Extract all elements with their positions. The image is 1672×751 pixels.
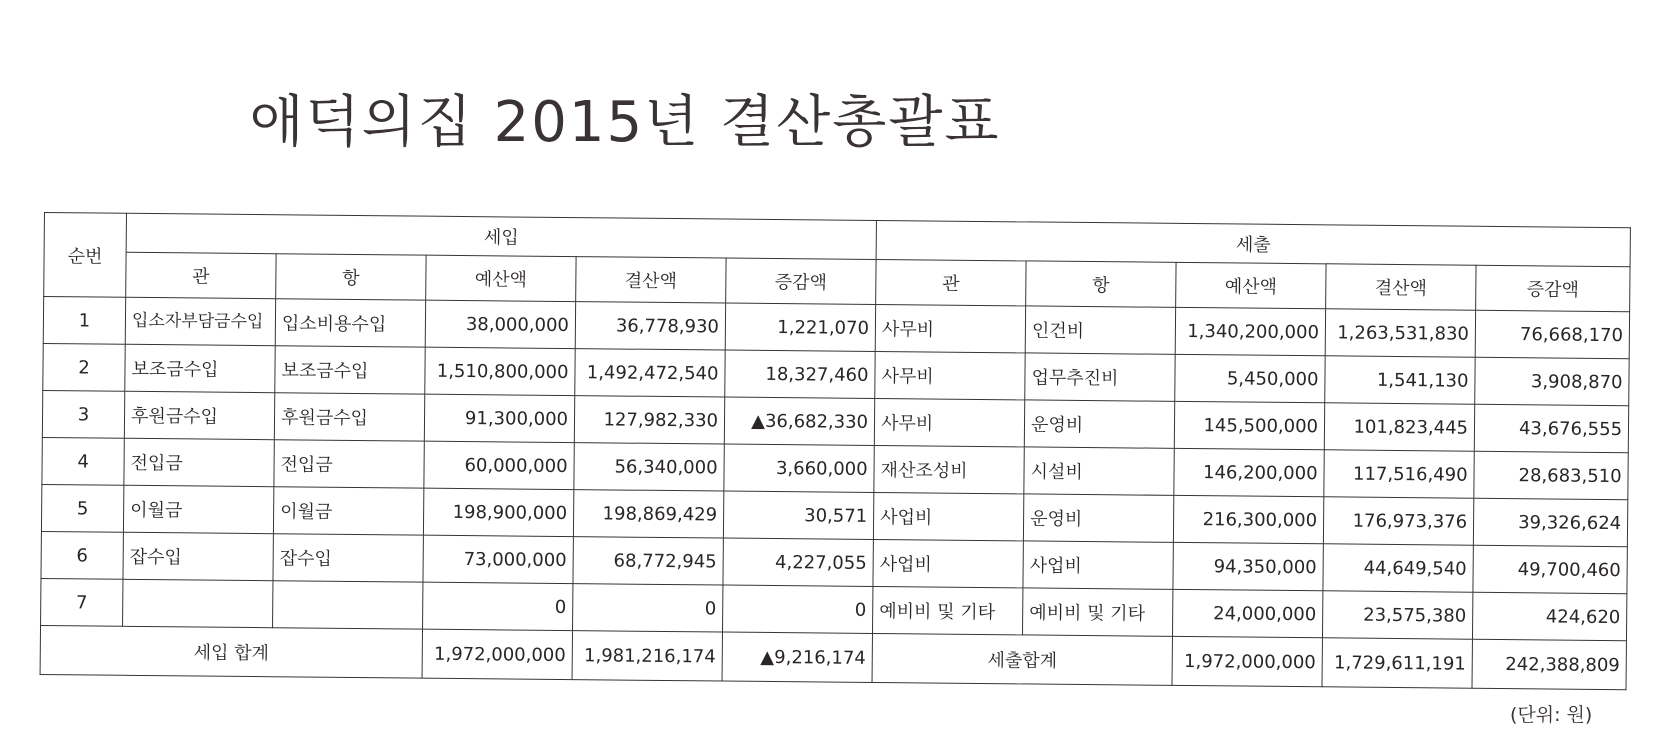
income-total-diff: ▲9,216,174 [722, 632, 873, 682]
unit-note: (단위: 원) [1510, 704, 1593, 726]
header-income: 세입 [126, 213, 876, 259]
expense-diff: 76,668,170 [1475, 310, 1629, 358]
income-total-budget: 1,972,000,000 [422, 629, 572, 679]
expense-gwan: 사업비 [873, 492, 1023, 540]
income-settled: 127,982,330 [574, 396, 724, 444]
expense-gwan: 사무비 [874, 398, 1024, 446]
income-gwan: 잡수입 [123, 532, 273, 580]
income-gwan: 이월금 [123, 485, 273, 533]
income-budget: 0 [423, 582, 573, 630]
income-gwan [123, 579, 273, 627]
header-expense-settled: 결산액 [1326, 264, 1476, 310]
income-budget: 60,000,000 [424, 441, 574, 489]
income-settled: 56,340,000 [574, 443, 724, 491]
row-number: 7 [41, 578, 123, 626]
expense-diff: 49,700,460 [1473, 545, 1627, 593]
expense-budget: 145,500,000 [1174, 401, 1324, 449]
header-expense-hang: 항 [1026, 261, 1176, 307]
expense-settled: 1,541,130 [1325, 356, 1475, 404]
expense-budget: 24,000,000 [1173, 589, 1323, 637]
expense-diff: 424,620 [1473, 592, 1627, 640]
expense-hang: 운영비 [1023, 494, 1173, 542]
row-number: 5 [41, 484, 123, 532]
income-gwan: 입소자부담금수입 [125, 297, 275, 345]
expense-diff: 39,326,624 [1473, 498, 1627, 546]
income-gwan: 전입금 [124, 438, 274, 486]
income-settled: 68,772,945 [573, 537, 723, 585]
expense-settled: 23,575,380 [1323, 591, 1473, 639]
income-hang: 보조금수입 [275, 346, 425, 394]
header-expense-gwan: 관 [876, 259, 1026, 305]
income-hang: 이월금 [273, 487, 423, 535]
expense-diff: 3,908,870 [1475, 357, 1629, 405]
settlement-summary-table [40, 212, 1631, 690]
header-income-diff: 증감액 [726, 258, 876, 304]
income-settled: 36,778,930 [575, 302, 725, 350]
income-budget: 1,510,800,000 [425, 347, 575, 395]
income-diff: 30,571 [723, 491, 873, 539]
expense-budget: 5,450,000 [1175, 354, 1325, 402]
income-budget: 91,300,000 [424, 394, 574, 442]
expense-gwan: 예비비 및 기타 [873, 586, 1023, 634]
expense-gwan: 사업비 [873, 539, 1023, 587]
header-expense-budget: 예산액 [1176, 262, 1326, 308]
expense-total-diff: 242,388,809 [1472, 639, 1627, 689]
row-number: 4 [42, 437, 124, 485]
income-settled: 0 [573, 584, 723, 632]
income-diff: 3,660,000 [724, 444, 874, 492]
income-total-label: 세입 합계 [40, 625, 422, 678]
expense-hang: 사업비 [1023, 541, 1173, 589]
income-diff: 18,327,460 [725, 350, 875, 398]
header-income-gwan: 관 [126, 252, 276, 298]
income-hang: 입소비용수입 [275, 299, 425, 347]
settlement-table-container [40, 212, 1631, 690]
expense-budget: 216,300,000 [1173, 495, 1323, 543]
expense-total-label: 세출합계 [872, 633, 1172, 685]
expense-hang: 인건비 [1025, 306, 1175, 354]
expense-settled: 117,516,490 [1324, 450, 1474, 498]
income-gwan: 후원금수입 [124, 391, 274, 439]
income-hang: 후원금수입 [274, 393, 424, 441]
income-total-settled: 1,981,216,174 [572, 631, 722, 681]
income-diff: ▲36,682,330 [724, 397, 874, 445]
income-diff: 0 [722, 585, 872, 633]
expense-gwan: 사무비 [875, 351, 1025, 399]
income-settled: 198,869,429 [573, 490, 723, 538]
expense-diff: 43,676,555 [1474, 404, 1628, 452]
expense-settled: 176,973,376 [1323, 497, 1473, 545]
row-number: 2 [43, 343, 125, 391]
row-number: 6 [41, 531, 123, 579]
page-title: 애덕의집 2015년 결산총괄표 [249, 90, 1001, 155]
header-expense: 세출 [876, 220, 1630, 266]
expense-gwan: 사무비 [875, 304, 1025, 352]
expense-budget: 146,200,000 [1174, 448, 1324, 496]
expense-total-settled: 1,729,611,191 [1322, 638, 1472, 688]
header-income-hang: 항 [276, 254, 426, 300]
income-diff: 1,221,070 [725, 303, 875, 351]
income-hang [273, 581, 423, 629]
expense-hang: 업무추진비 [1025, 353, 1175, 401]
header-income-budget: 예산액 [426, 255, 576, 301]
expense-diff: 28,683,510 [1474, 451, 1628, 499]
row-number: 3 [42, 390, 124, 438]
expense-settled: 44,649,540 [1323, 544, 1473, 592]
expense-budget: 1,340,200,000 [1175, 307, 1325, 355]
income-diff: 4,227,055 [723, 538, 873, 586]
expense-hang: 운영비 [1024, 400, 1174, 448]
income-budget: 73,000,000 [423, 535, 573, 583]
income-hang: 잡수입 [273, 534, 423, 582]
expense-budget: 94,350,000 [1173, 542, 1323, 590]
income-hang: 전입금 [274, 440, 424, 488]
header-expense-diff: 증감액 [1476, 265, 1630, 311]
expense-settled: 101,823,445 [1324, 403, 1474, 451]
expense-hang: 예비비 및 기타 [1023, 588, 1173, 636]
expense-settled: 1,263,531,830 [1325, 309, 1475, 357]
income-settled: 1,492,472,540 [575, 349, 725, 397]
expense-gwan: 재산조성비 [874, 445, 1024, 493]
header-income-settled: 결산액 [576, 257, 726, 303]
row-number: 1 [43, 297, 125, 345]
expense-hang: 시설비 [1024, 447, 1174, 495]
expense-total-budget: 1,972,000,000 [1172, 636, 1322, 686]
income-budget: 38,000,000 [425, 300, 575, 348]
header-num: 순번 [44, 213, 127, 298]
income-budget: 198,900,000 [423, 488, 573, 536]
income-gwan: 보조금수입 [125, 344, 275, 392]
